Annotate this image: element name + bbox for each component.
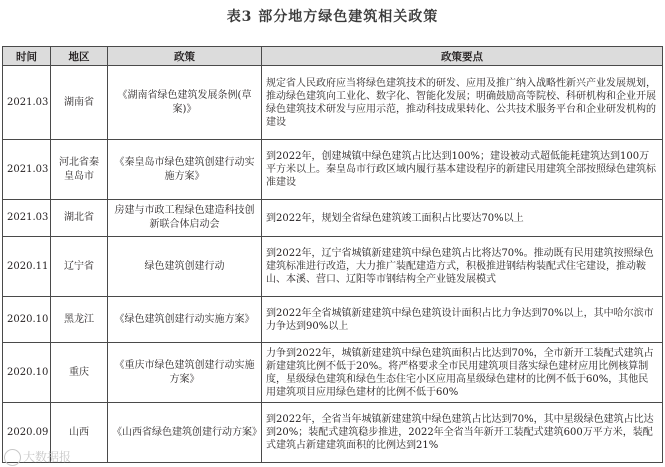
cell-time: 2021.03 bbox=[3, 140, 51, 200]
cell-region: 河北省秦皇岛市 bbox=[51, 140, 108, 200]
cell-policy: 《重庆市绿色建筑创建行动实施方案》 bbox=[108, 343, 262, 403]
table-row bbox=[3, 237, 663, 297]
cell-policy: 《山西省绿色建筑创建行动方案》 bbox=[108, 403, 262, 463]
table-row bbox=[3, 403, 663, 463]
table-row bbox=[3, 200, 663, 237]
table-row bbox=[3, 66, 663, 140]
cell-time: 2021.03 bbox=[3, 66, 51, 140]
cell-points: 到2022年，创建城镇中绿色建筑占比达到100%；建设被动式超低能耗建筑达到100万平方米以上。秦皇岛市行政区域内履行基本建设程序的新建民用建筑全部按照绿色建筑标准建设 bbox=[262, 140, 663, 200]
cell-policy: 房建与市政工程绿色建造科技创新联合体启动会 bbox=[108, 200, 262, 237]
col-header-region: 地区 bbox=[51, 47, 108, 66]
cell-points: 到2022年，辽宁省城镇新建建筑中绿色建筑占比将达70%。推动既有民用建筑按照绿色建筑标准进行改造，大力推广装配建造方式，积极推进钢结构装配式住宅建设，推动鞍山、本溪、营口、辽阳等市钢结构全产业链发展模式 bbox=[262, 237, 663, 297]
table-row bbox=[3, 343, 663, 403]
cell-region: 黑龙江 bbox=[51, 297, 108, 343]
cell-points: 力争到2022年，城镇新建建筑中绿色建筑面积占比达到70%，全市新开工装配式建筑占新建建筑比例不低于20%。将严格要求全市民用建筑项目落实绿色建材应用比例核算制度，星级绿色建筑和绿色生态住宅小区应用高星级绿色建材的比例不低于60%，其他民用建筑项目应用绿色建材的比例不低于60% bbox=[262, 343, 663, 403]
cell-points: 到2022年，规划全省绿色建筑竣工面积占比要达70%以上 bbox=[262, 200, 663, 237]
cell-region: 重庆 bbox=[51, 343, 108, 403]
col-header-time: 时间 bbox=[3, 47, 51, 66]
cell-points: 到2022年全省城镇新建建筑中绿色建筑设计面积占比力争达到70%以上，其中哈尔滨市力争达到90%以上 bbox=[262, 297, 663, 343]
col-header-policy: 政策 bbox=[108, 47, 262, 66]
cell-region: 山西 bbox=[51, 403, 108, 463]
cell-time: 2020.09 bbox=[3, 403, 51, 463]
table-title: 表3 部分地方绿色建筑相关政策 bbox=[226, 9, 439, 25]
table-row bbox=[3, 140, 663, 200]
cell-time: 2020.10 bbox=[3, 343, 51, 403]
cell-points: 规定省人民政府应当将绿色建筑技术的研发、应用及推广纳入战略性新兴产业发展规划，推动绿色建筑向工业化、数字化、智能化发展；明确鼓励高等院校、科研机构和企业开展绿色建筑技术研发与应用示范，推动科技成果转化、公共技术服务平台和企业研发机构的建设 bbox=[262, 66, 663, 140]
header-row bbox=[3, 47, 663, 66]
cell-time: 2021.03 bbox=[3, 200, 51, 237]
watermark bbox=[4, 448, 71, 466]
cell-region: 湖南省 bbox=[51, 66, 108, 140]
cell-points: 到2022年，全省当年城镇新建建筑中绿色建筑占比达到70%，其中星级绿色建筑占比达到20%；装配式建筑稳步推进，2022年全省当年新开工装配式建筑600万平方米，装配式建筑占新建建筑面积的比例达到21% bbox=[262, 403, 663, 463]
cell-policy: 绿色建筑创建行动 bbox=[108, 237, 262, 297]
table-row bbox=[3, 297, 663, 343]
cell-region: 辽宁省 bbox=[51, 237, 108, 297]
watermark-logo-icon bbox=[4, 449, 21, 466]
watermark-text: 大数据报 bbox=[23, 450, 72, 464]
policy-table bbox=[2, 46, 663, 463]
cell-policy: 《秦皇岛市绿色建筑创建行动实施方案》 bbox=[108, 140, 262, 200]
col-header-points: 政策要点 bbox=[262, 47, 663, 66]
cell-region: 湖北省 bbox=[51, 200, 108, 237]
cell-time: 2020.10 bbox=[3, 297, 51, 343]
cell-policy: 《湖南省绿色建筑发展条例(草案)》 bbox=[108, 66, 262, 140]
cell-time: 2020.11 bbox=[3, 237, 51, 297]
cell-policy: 《绿色建筑创建行动实施方案》 bbox=[108, 297, 262, 343]
